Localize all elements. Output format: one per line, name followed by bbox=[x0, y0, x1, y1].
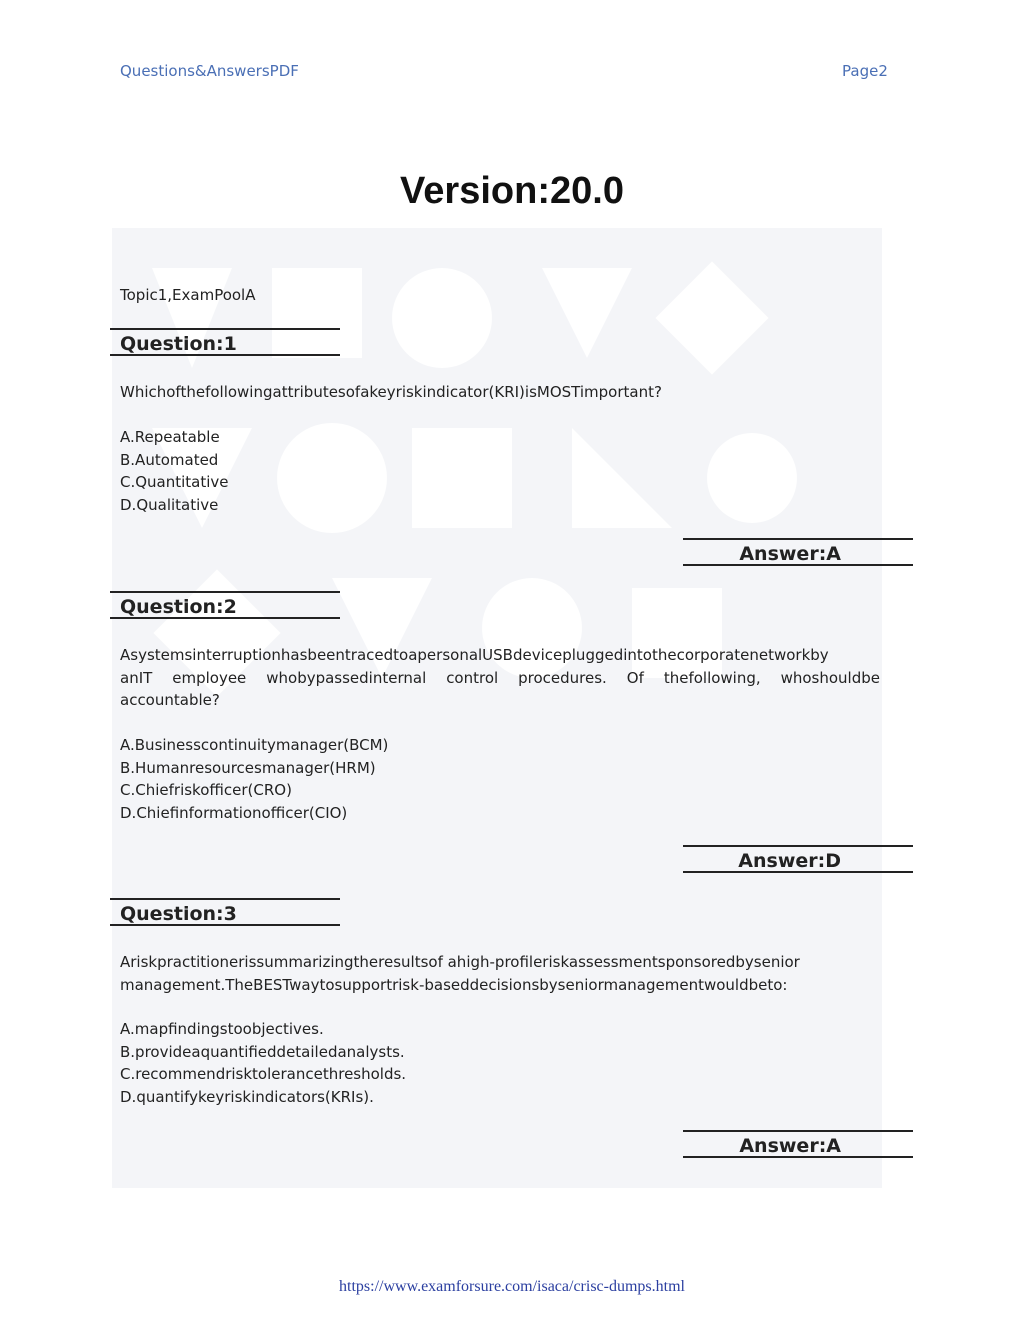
option-c: C.Quantitative bbox=[120, 473, 229, 491]
option-c: C.recommendrisktolerancethresholds. bbox=[120, 1065, 407, 1083]
question-3-text bbox=[120, 951, 880, 996]
page-number: Page2 bbox=[842, 62, 888, 80]
option-d: D.Qualitative bbox=[120, 495, 219, 514]
question-1-line: Whichofthefollowingattributesofakeyriskindicator(KRI)isMOSTimportant? bbox=[120, 383, 662, 401]
topic-label: Topic1,ExamPoolA bbox=[120, 286, 256, 304]
option-d: D.Chiefinformationofficer(CIO) bbox=[120, 803, 348, 822]
question-3-line: Ariskpractitionerissummarizingtheresultsof ahigh-profileriskassessmentsponsoredbysenior bbox=[120, 953, 800, 971]
question-3-line: management.TheBESTwaytosupportrisk-baseddecisionsbyseniormanagementwouldbeto: bbox=[120, 975, 788, 994]
option-a: A.Repeatable bbox=[120, 428, 220, 446]
option-a: A.mapfindingstoobjectives. bbox=[120, 1020, 324, 1038]
option-b: B.Automated bbox=[120, 450, 219, 469]
header-title: Questions&AnswersPDF bbox=[120, 62, 299, 80]
question-1-heading: Question:1 bbox=[110, 328, 340, 356]
footer-url-link[interactable]: https://www.examforsure.com/isaca/crisc-dumps.html bbox=[339, 1278, 685, 1295]
answer-3: Answer:A bbox=[683, 1130, 913, 1158]
question-2-line: AsystemsinterruptionhasbeentracedtoapersonalUSBdevicepluggedintothecorporatenetworkby bbox=[120, 646, 829, 664]
question-3-heading: Question:3 bbox=[110, 898, 340, 926]
option-d: D.quantifykeyriskindicators(KRIs). bbox=[120, 1087, 374, 1106]
question-2-line: anIT employee whobypassedinternal control procedures. Of thefollowing, whoshouldbe bbox=[120, 668, 880, 687]
question-2-text bbox=[120, 644, 880, 712]
option-a: A.Businesscontinuitymanager(BCM) bbox=[120, 736, 389, 754]
question-1-options bbox=[120, 426, 229, 516]
option-c: C.Chiefriskofficer(CRO) bbox=[120, 781, 292, 799]
question-2-options bbox=[120, 734, 388, 824]
question-1-text bbox=[120, 381, 880, 404]
question-2-line: accountable? bbox=[120, 691, 220, 709]
question-3-options bbox=[120, 1018, 406, 1108]
version-title: Version:20.0 bbox=[400, 170, 624, 212]
answer-2: Answer:D bbox=[683, 845, 913, 873]
question-2-heading: Question:2 bbox=[110, 591, 340, 619]
option-b: B.provideaquantifieddetailedanalysts. bbox=[120, 1042, 405, 1061]
answer-1: Answer:A bbox=[683, 538, 913, 566]
option-b: B.Humanresourcesmanager(HRM) bbox=[120, 758, 376, 777]
